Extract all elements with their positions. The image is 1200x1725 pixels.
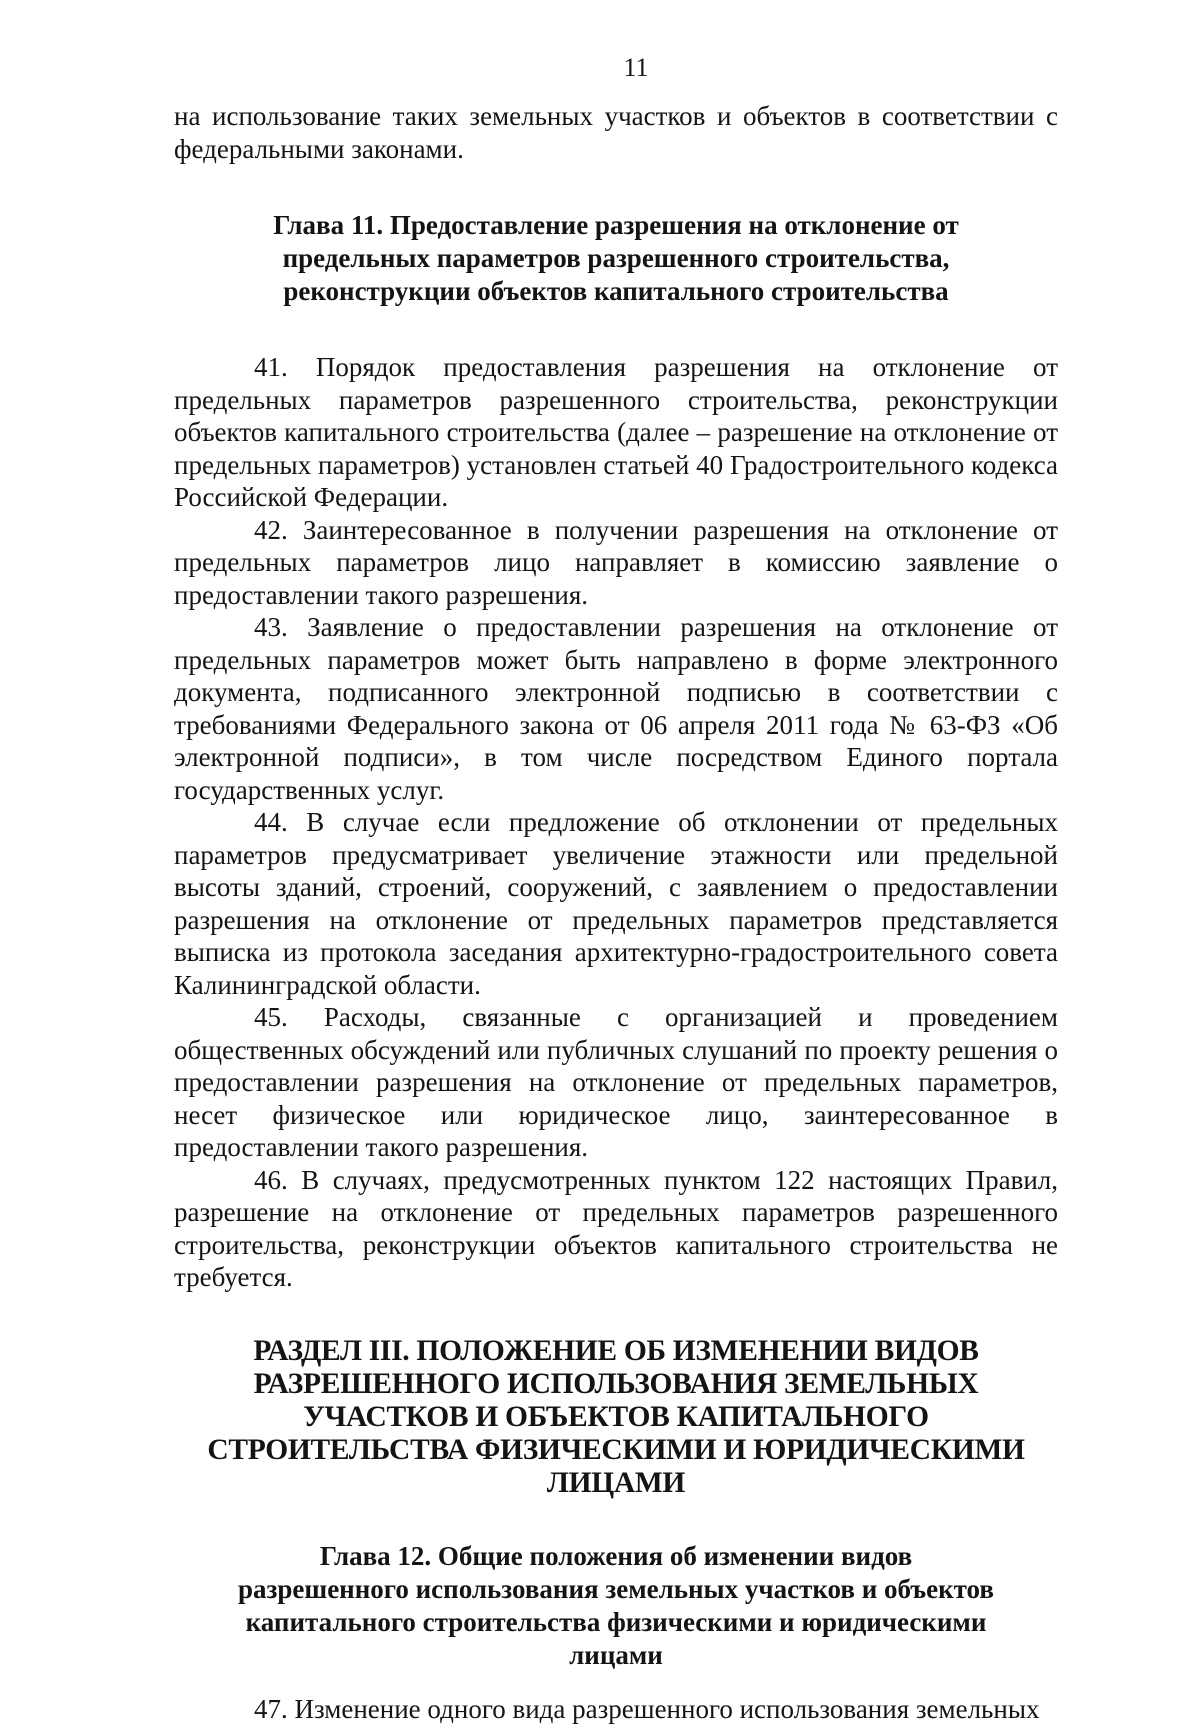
paragraph-41: 41. Порядок предоставления разрешения на отклонение от предельных параметров разрешенного строительства, реконструкции объектов капитального строительства (далее – разрешение на отклонение от предельных параметров) установлен статьей 40 Градостроительного кодекса Российской Федерации. xyxy=(174,351,1058,514)
chapter-11-title: Глава 11. Предоставление разрешения на отклонение от предельных параметров разрешенного строительства, реконструкции объектов капитального строительства xyxy=(174,209,1058,308)
chapter-12-title: Глава 12. Общие положения об изменении видов разрешенного использования земельных участков и объектов капитального строительства физическими и юридическими лицами xyxy=(174,1540,1058,1672)
section-3-title: РАЗДЕЛ III. ПОЛОЖЕНИЕ ОБ ИЗМЕНЕНИИ ВИДОВ РАЗРЕШЕННОГО ИСПОЛЬЗОВАНИЯ ЗЕМЕЛЬНЫХ УЧАСТКОВ И ОБЪЕКТОВ КАПИТАЛЬНОГО СТРОИТЕЛЬСТВА ФИЗИЧЕСКИМИ И ЮРИДИЧЕСКИМИ ЛИЦАМИ xyxy=(174,1335,1058,1500)
paragraph-46: 46. В случаях, предусмотренных пунктом 122 настоящих Правил, разрешение на отклонение от предельных параметров разрешенного строительства, реконструкции объектов капитального строительства не требуется. xyxy=(174,1164,1058,1294)
paragraph-47: 47. Изменение одного вида разрешенного использования земельных xyxy=(174,1693,1058,1725)
lead-paragraph: на использование таких земельных участков и объектов в соответствии с федеральными законами. xyxy=(174,100,1058,165)
paragraph-45: 45. Расходы, связанные с организацией и проведением общественных обсуждений или публичных слушаний по проекту решения о предоставлении разрешения на отклонение от предельных параметров, несет физическое или юридическое лицо, заинтересованное в предоставлении такого разрешения. xyxy=(174,1001,1058,1164)
paragraph-42: 42. Заинтересованное в получении разрешения на отклонение от предельных параметров лицо направляет в комиссию заявление о предоставлении такого разрешения. xyxy=(174,514,1058,612)
page-number: 11 xyxy=(174,0,1058,88)
paragraph-43: 43. Заявление о предоставлении разрешения на отклонение от предельных параметров может быть направлено в форме электронного документа, подписанного электронной подписью в соответствии с требованиями Федерального закона от 06 апреля 2011 года № 63-ФЗ «Об электронной подписи», в том числе посредством Единого портала государственных услуг. xyxy=(174,611,1058,806)
paragraph-44: 44. В случае если предложение об отклонении от предельных параметров предусматривает увеличение этажности или предельной высоты зданий, строений, сооружений, с заявлением о предоставлении разрешения на отклонение от предельных параметров представляется выписка из протокола заседания архитектурно-градостроительного совета Калининградской области. xyxy=(174,806,1058,1001)
